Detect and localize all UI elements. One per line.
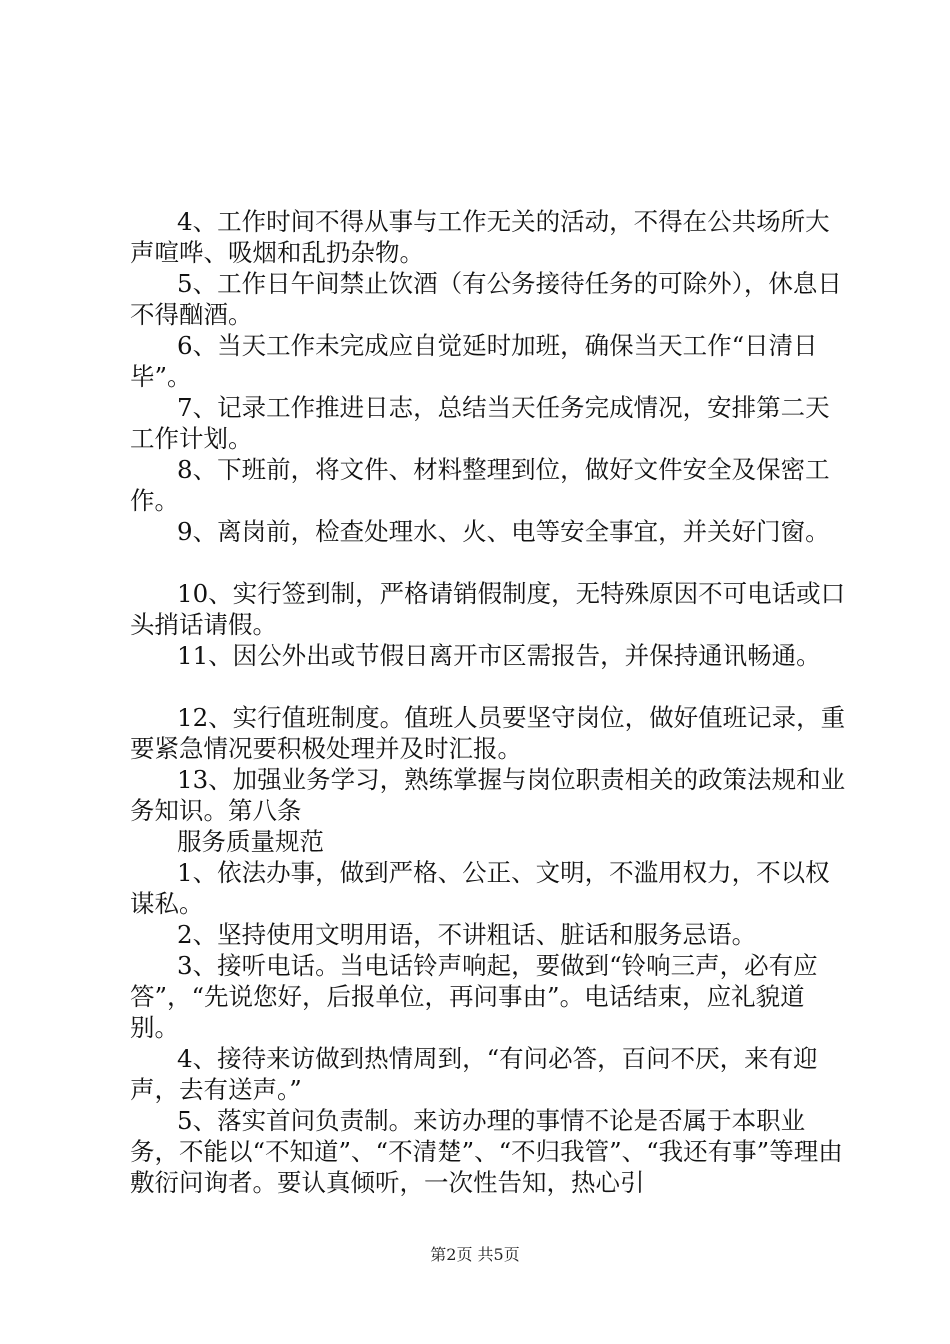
paragraph-service-5-first-inquiry: 5、落实首问负责制。来访办理的事情不论是否属于本职业务，不能以“不知道”、“不清楚”、“不归我管”、“我还有事”等理由敷衍问询者。要认真倾听，一次性告知，热心引 xyxy=(130,1106,843,1197)
document-body xyxy=(130,206,850,1198)
paragraph-item-11-business-trip: 11、因公外出或节假日离开市区需报告，并保持通讯畅通。 xyxy=(177,641,821,670)
paragraph-item-7-work-log: 7、记录工作推进日志，总结当天任务完成情况，安排第二天工作计划。 xyxy=(130,393,830,453)
paragraph-item-8-before-leaving: 8、下班前，将文件、材料整理到位，做好文件安全及保密工作。 xyxy=(130,455,830,515)
paragraph-item-9-safety-check: 9、离岗前，检查处理水、火、电等安全事宜，并关好门窗。 xyxy=(177,517,830,546)
page-footer xyxy=(0,1245,950,1265)
paragraph-item-5-alcohol: 5、工作日午间禁止饮酒（有公务接待任务的可除外），休息日不得酗酒。 xyxy=(130,269,842,329)
paragraph-item-4-work-hours: 4、工作时间不得从事与工作无关的活动，不得在公共场所大声喧哗、吸烟和乱扔杂物。 xyxy=(130,207,830,267)
paragraph-item-12-duty: 12、实行值班制度。值班人员要坚守岗位，做好值班记录，重要紧急情况要积极处理并及时汇报。 xyxy=(130,703,846,763)
paragraph-item-13-study: 13、加强业务学习，熟练掌握与岗位职责相关的政策法规和业务知识。第八条 xyxy=(130,765,846,825)
page-number-label: 第2页 共5页 xyxy=(430,1245,520,1264)
paragraph-item-10-sign-in: 10、实行签到制，严格请销假制度，无特殊原因不可电话或口头捎话请假。 xyxy=(130,579,846,639)
paragraph-service-4-reception: 4、接待来访做到热情周到，“有问必答，百问不厌，来有迎声，去有送声。” xyxy=(130,1044,818,1104)
paragraph-service-2-polite-language: 2、坚持使用文明用语，不讲粗话、脏话和服务忌语。 xyxy=(177,920,757,949)
paragraph-service-3-phone: 3、接听电话。当电话铃声响起，要做到“铃响三声，必有应答”，“先说您好，后报单位，再问事由”。电话结束，应礼貌道别。 xyxy=(130,951,818,1042)
section-heading-service-quality: 服务质量规范 xyxy=(177,827,324,856)
paragraph-service-1-lawful: 1、依法办事，做到严格、公正、文明，不滥用权力，不以权谋私。 xyxy=(130,858,830,918)
paragraph-item-6-overtime: 6、当天工作未完成应自觉延时加班，确保当天工作“日清日毕”。 xyxy=(130,331,818,391)
